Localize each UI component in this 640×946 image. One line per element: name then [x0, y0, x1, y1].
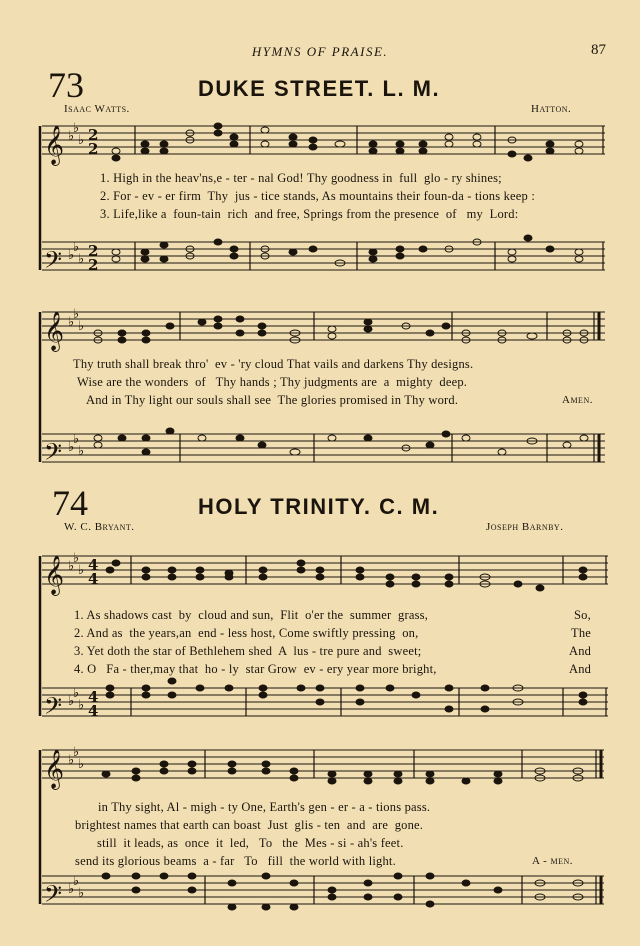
svg-text:♭: ♭ — [68, 315, 75, 330]
hymn-number: 74 — [52, 483, 88, 523]
svg-text:♭: ♭ — [68, 559, 75, 574]
running-header — [0, 44, 640, 64]
svg-text:♭: ♭ — [73, 551, 80, 566]
svg-text:4: 4 — [88, 570, 99, 588]
svg-text:♭: ♭ — [73, 121, 80, 136]
svg-text:♭: ♭ — [73, 240, 80, 255]
svg-text:♭: ♭ — [78, 886, 85, 901]
svg-text:♭: ♭ — [78, 133, 85, 148]
hymn74-verse3-line2: still it leads, as once it led, To the Mes - si - ah's feet. — [97, 836, 404, 850]
amen-label: Amen. — [562, 394, 593, 406]
svg-text:𝄞: 𝄞 — [44, 749, 65, 789]
svg-text:♭: ♭ — [73, 745, 80, 760]
svg-text:4: 4 — [88, 688, 99, 706]
svg-text:2: 2 — [88, 242, 99, 260]
author-credit: W. C. Bryant. — [64, 521, 135, 533]
hymn73-verse1-line1: 1. High in the heav'ns,e - ter - nal God! Thy goodness in full glo - ry shines; — [100, 171, 502, 185]
hymn74-verse3-line1: 3. Yet doth the star of Bethlehem shed A lus - tre pure and sweet; — [74, 644, 422, 658]
composer-credit: Joseph Barnby. — [486, 521, 564, 533]
svg-text:♭: ♭ — [73, 686, 80, 701]
svg-text:𝄢: 𝄢 — [44, 880, 63, 913]
svg-text:𝄢: 𝄢 — [44, 692, 63, 725]
amen-label: A - men. — [532, 855, 574, 867]
svg-text:𝄢: 𝄢 — [44, 438, 63, 471]
svg-text:♭: ♭ — [78, 757, 85, 772]
svg-text:♭: ♭ — [73, 432, 80, 447]
hymn74-verse1-line1: 1. As shadows cast by cloud and sun, Flit o'er the summer grass, — [74, 608, 429, 622]
svg-text:♭: ♭ — [73, 874, 80, 889]
svg-text:♭: ♭ — [68, 129, 75, 144]
pickup-word: The — [571, 626, 592, 640]
svg-text:♭: ♭ — [68, 248, 75, 263]
pickup-word: And — [569, 644, 592, 658]
svg-text:𝄢: 𝄢 — [44, 246, 63, 279]
tune-title: DUKE STREET. L. M. — [198, 76, 441, 101]
svg-text:♭: ♭ — [78, 319, 85, 334]
pickup-word: And — [569, 662, 592, 676]
hymn73-verse2-line2: Wise are the wonders of Thy hands ; Thy judgments are a mighty deep. — [77, 375, 468, 389]
svg-text:2: 2 — [88, 256, 99, 274]
hymn-number: 73 — [48, 65, 84, 105]
hymn73-verse3-line2: And in Thy light our souls shall see The glories promised in Thy word. — [86, 393, 459, 407]
svg-text:♭: ♭ — [78, 444, 85, 459]
svg-text:𝄞: 𝄞 — [44, 311, 65, 351]
svg-text:♭: ♭ — [68, 753, 75, 768]
tune-title: HOLY TRINITY. C. M. — [198, 494, 440, 519]
svg-text:♭: ♭ — [78, 252, 85, 267]
hymn73-verse1-line2: Thy truth shall break thro' ev - 'ry cloud That vails and darkens Thy designs. — [73, 357, 474, 371]
hymn74-verse2-line1: 2. And as the years,an end - less host, Come swiftly pressing on, — [74, 626, 419, 640]
hymn74-verse4-line1: 4. O Fa - ther,may that ho - ly star Grow ev - ery year more bright, — [74, 662, 437, 676]
author-credit: Isaac Watts. — [64, 103, 130, 115]
svg-text:♭: ♭ — [68, 694, 75, 709]
composer-credit: Hatton. — [531, 103, 572, 115]
svg-text:𝄞: 𝄞 — [44, 555, 65, 595]
svg-text:2: 2 — [88, 126, 99, 144]
svg-text:4: 4 — [88, 556, 99, 574]
svg-text:𝄞: 𝄞 — [44, 125, 65, 165]
svg-text:♭: ♭ — [78, 563, 85, 578]
hymn73-verse3-line1: 3. Life,like a foun-tain rich and free, Springs from the presence of my Lord: — [100, 207, 519, 221]
svg-text:♭: ♭ — [78, 698, 85, 713]
hymn74-verse2-line2: brightest names that earth can boast Just glis - ten and are gone. — [75, 818, 424, 832]
page-number: 87 — [591, 42, 606, 58]
svg-text:2: 2 — [88, 140, 99, 158]
hymn74-verse1-line2: in Thy sight, Al - migh - ty One, Earth's gen - er - a - tions pass. — [98, 800, 431, 814]
running-title: HYMNS OF PRAISE. — [251, 44, 389, 59]
hymn73-verse2-line1: 2. For - ev - er firm Thy jus - tice stands, As mountains their foun-da - tions keep : — [100, 189, 536, 203]
svg-text:♭: ♭ — [68, 882, 75, 897]
hymn74-verse4-line2: send its glorious beams a - far To fill the world with light. — [75, 854, 396, 868]
svg-text:♭: ♭ — [68, 440, 75, 455]
svg-text:4: 4 — [88, 702, 99, 720]
pickup-word: So, — [574, 608, 591, 622]
svg-text:♭: ♭ — [73, 307, 80, 322]
